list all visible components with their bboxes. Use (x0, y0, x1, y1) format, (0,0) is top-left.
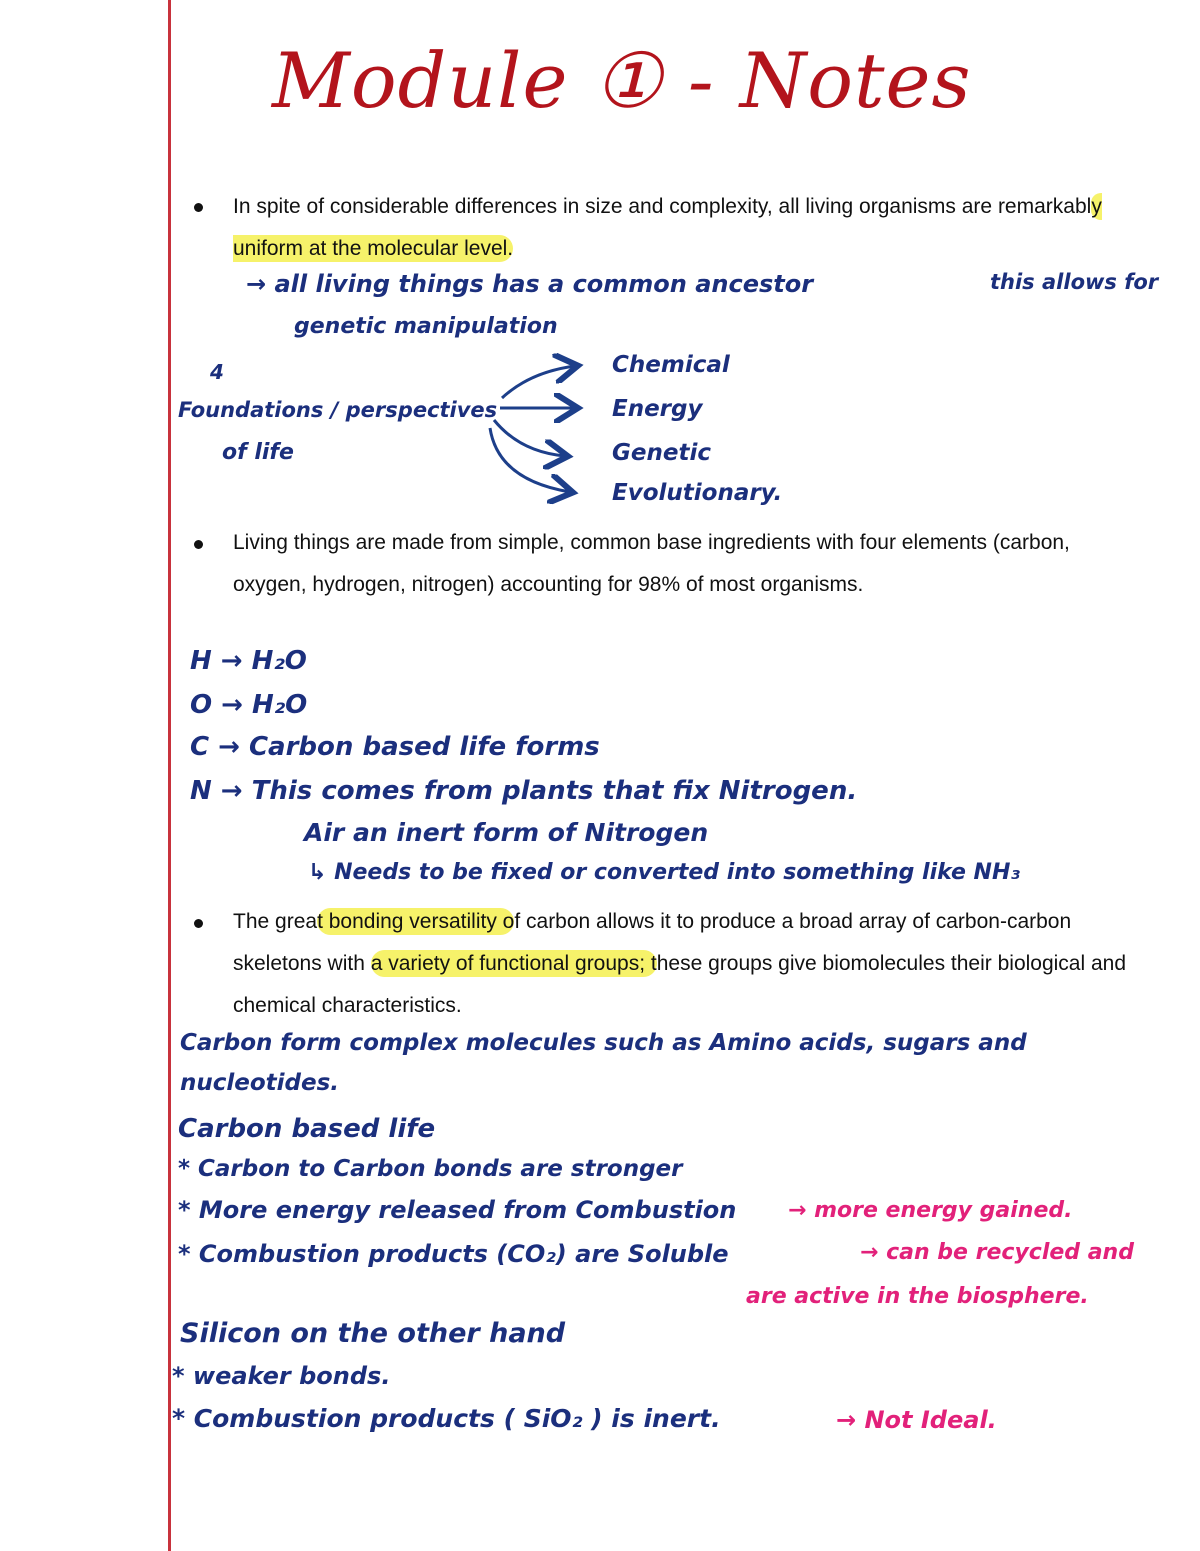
bullet-text-3 (233, 901, 1133, 1027)
highlight-functional-groups: a variety of functional groups; t (370, 952, 657, 975)
note-element-h: H → H₂O (190, 646, 307, 676)
note-carbon-based-life: Carbon based life (178, 1114, 436, 1144)
branch-genetic: Genetic (612, 440, 711, 466)
branch-chemical: Chemical (612, 352, 730, 378)
bullet-3-post: hese groups give biomolecules their biological and chemical characteristics. (233, 952, 1127, 1017)
note-ancestor-allows: this allows for (990, 270, 1159, 294)
note-star-recycled: → can be recycled and (860, 1240, 1134, 1265)
bullet-text-2: Living things are made from simple, common base ingredients with four elements (carbon, oxygen, hydrogen, nitrogen) accounting for 98% of most organisms. (233, 531, 1070, 596)
bullet-3-pre: The grea (233, 910, 318, 933)
highlight-bonding: t bonding versatility o (317, 910, 515, 933)
note-nucleotides: nucleotides. (180, 1070, 340, 1096)
note-star-bonds: * Carbon to Carbon bonds are stronger (178, 1156, 683, 1182)
note-air-inert: Air an inert form of Nitrogen (304, 818, 709, 847)
note-foundations-number: 4 (210, 360, 224, 384)
bullet-dot (194, 919, 203, 928)
note-genetic-manipulation: genetic manipulation (294, 314, 558, 339)
arrow-evolutionary (490, 428, 570, 492)
note-star-energy: * More energy released from Combustion (178, 1196, 737, 1224)
page-title: Module ① - Notes (272, 36, 972, 125)
note-element-n: N → This comes from plants that fix Nitrogen. (190, 776, 858, 806)
note-si-combustion: * Combustion products ( SiO₂ ) is inert. (172, 1404, 721, 1433)
branch-energy: Energy (612, 396, 703, 422)
note-element-c: C → Carbon based life forms (190, 732, 600, 762)
bullet-dot (194, 540, 203, 549)
branch-evolutionary: Evolutionary. (612, 480, 783, 506)
arrow-chemical (502, 366, 575, 398)
bullet-3-mid: f carbon allows it to produce a broad array of carbon-carbon skeletons with (233, 910, 1072, 975)
note-element-o: O → H₂O (190, 690, 308, 720)
note-star-combustion: * Combustion products (CO₂) are Soluble (178, 1240, 729, 1268)
note-foundations: Foundations / perspectives (178, 398, 498, 422)
highlight-uniform: y uniform at the molecular level. (233, 195, 1102, 260)
bullet-1-pre: In spite of considerable differences in size and complexity, all living organisms are remarkabl (233, 195, 1092, 218)
note-ancestor: → all living things has a common ancestor (246, 270, 814, 298)
note-of-life: of life (222, 440, 294, 465)
note-carbon-complex: Carbon form complex molecules such as Amino acids, sugars and (180, 1030, 1027, 1056)
note-not-ideal: → Not Ideal. (836, 1406, 997, 1434)
note-silicon: Silicon on the other hand (180, 1318, 566, 1349)
note-needs-fixed: ↳ Needs to be fixed or converted into something like NH₃ (308, 860, 1021, 885)
note-star-energy-gained: → more energy gained. (788, 1198, 1073, 1223)
note-star-biosphere: are active in the biosphere. (746, 1284, 1089, 1309)
arrow-genetic (494, 420, 565, 456)
note-si-weaker: * weaker bonds. (172, 1362, 391, 1390)
